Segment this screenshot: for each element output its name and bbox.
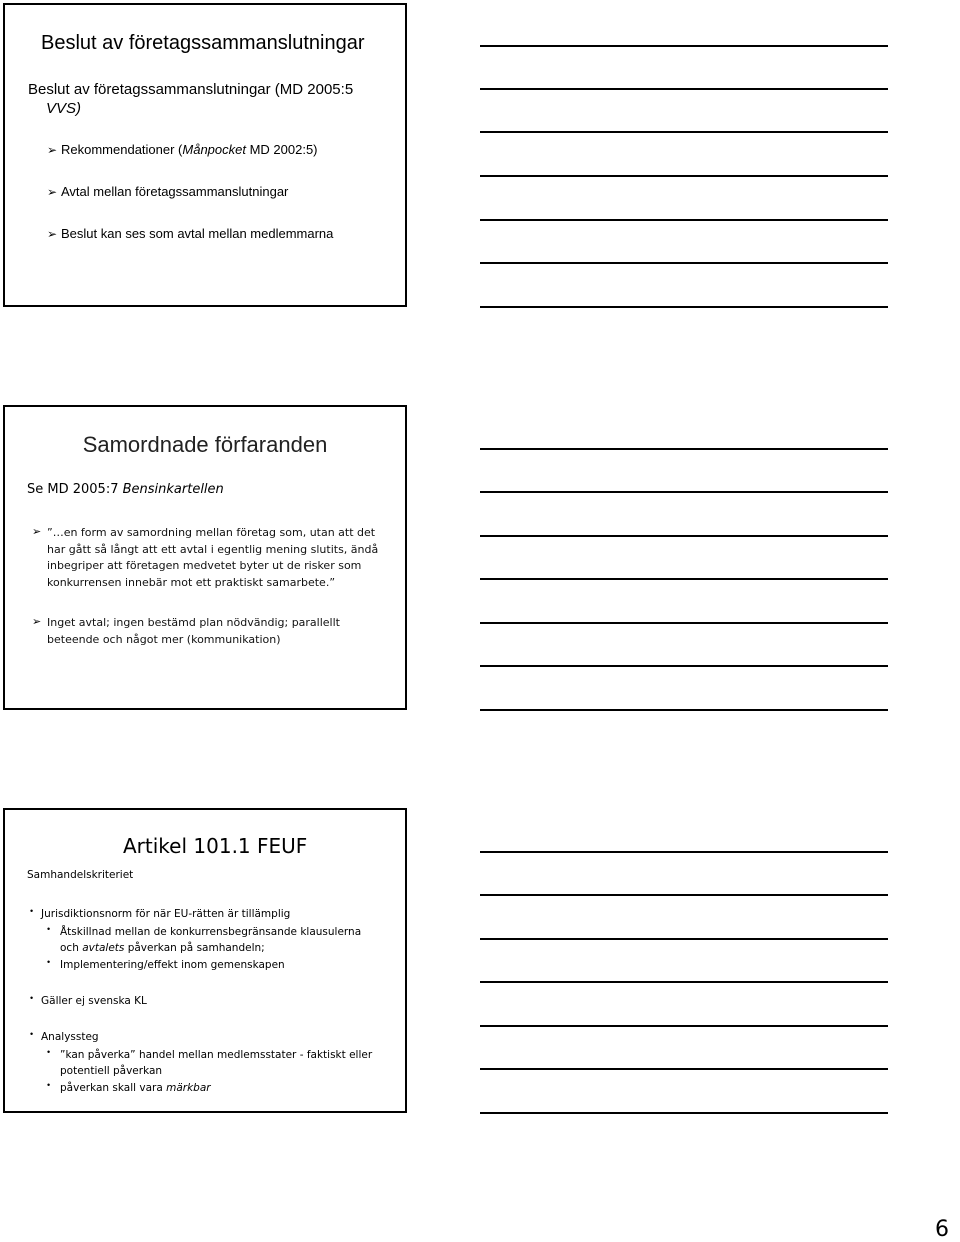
note-line bbox=[480, 306, 888, 308]
bullet-item: Inget avtal; ingen bestämd plan nödvändig; parallellt beteende och något mer (kommunikation) bbox=[47, 616, 340, 646]
note-line bbox=[480, 535, 888, 537]
note-line bbox=[480, 578, 888, 580]
slide-subtitle: Se MD 2005:7 Bensinkartellen bbox=[27, 482, 224, 497]
note-line bbox=[480, 709, 888, 711]
note-line bbox=[480, 1112, 888, 1114]
quote-text: ”…en form av samordning mellan företag som, utan att det har gått så långt att ett avtal i egentlig mening slutits, ändå inbegriper att företagen medvetet byter ut de risker som konkurrensen innebär mot ett praktiskt samarbete.” bbox=[47, 526, 379, 589]
dot-bullet-icon: • bbox=[30, 1029, 34, 1039]
note-line bbox=[480, 981, 888, 983]
sub-bullet-item: påverkan skall vara märkbar bbox=[60, 1082, 211, 1094]
note-line bbox=[480, 665, 888, 667]
slide-1 bbox=[3, 3, 407, 307]
slide-title: Artikel 101.1 FEUF bbox=[123, 834, 308, 858]
page-number: 6 bbox=[935, 1217, 949, 1242]
note-line bbox=[480, 851, 888, 853]
note-line bbox=[480, 262, 888, 264]
bullet-item: ➢ Beslut kan ses som avtal mellan medlemmarna bbox=[47, 226, 334, 241]
note-line bbox=[480, 938, 888, 940]
bullet-item: Gäller ej svenska KL bbox=[41, 995, 147, 1007]
sub-bullet-item: Åtskillnad mellan de konkurrensbegränsande klausulerna och avtalets påverkan på samhandeln; bbox=[60, 926, 362, 954]
note-line bbox=[480, 622, 888, 624]
sub-bullet-item: Implementering/effekt inom gemenskapen bbox=[60, 959, 285, 971]
dot-bullet-icon: • bbox=[47, 924, 51, 934]
note-line bbox=[480, 45, 888, 47]
arrow-bullet-icon: ➢ bbox=[47, 143, 58, 157]
slide-subtitle: Beslut av företagssammanslutningar (MD 2005:5 VVS) bbox=[28, 81, 354, 117]
dot-bullet-icon: • bbox=[30, 906, 34, 916]
dot-bullet-icon: • bbox=[47, 957, 51, 967]
arrow-bullet-icon: ➢ bbox=[32, 616, 42, 628]
bullet-item: ➢ Rekommendationer (Månpocket MD 2002:5) bbox=[47, 142, 318, 157]
bullet-item: ➢ Avtal mellan företagssammanslutningar bbox=[47, 184, 289, 199]
note-line bbox=[480, 219, 888, 221]
slide-label: Samhandelskriteriet bbox=[27, 869, 134, 881]
note-line bbox=[480, 448, 888, 450]
sub-bullet-item: ”kan påverka” handel mellan medlemsstater - faktiskt eller potentiell påverkan bbox=[60, 1049, 373, 1077]
dot-bullet-icon: • bbox=[47, 1080, 51, 1090]
arrow-bullet-icon: ➢ bbox=[32, 526, 42, 538]
bullet-item: Analyssteg bbox=[41, 1031, 99, 1043]
note-line bbox=[480, 1025, 888, 1027]
slide-3 bbox=[3, 808, 407, 1113]
dot-bullet-icon: • bbox=[30, 993, 34, 1003]
arrow-bullet-icon: ➢ bbox=[47, 185, 58, 199]
slide-title: Beslut av företagssammanslutningar bbox=[41, 32, 365, 54]
note-line bbox=[480, 1068, 888, 1070]
note-line bbox=[480, 175, 888, 177]
arrow-bullet-icon: ➢ bbox=[47, 227, 58, 241]
dot-bullet-icon: • bbox=[47, 1047, 51, 1057]
bullet-item: Jurisdiktionsnorm för när EU-rätten är tillämplig bbox=[41, 908, 291, 920]
note-line bbox=[480, 88, 888, 90]
slide-2 bbox=[3, 405, 407, 710]
slide-title: Samordnade förfaranden bbox=[82, 432, 328, 457]
note-line bbox=[480, 491, 888, 493]
note-line bbox=[480, 131, 888, 133]
note-line bbox=[480, 894, 888, 896]
